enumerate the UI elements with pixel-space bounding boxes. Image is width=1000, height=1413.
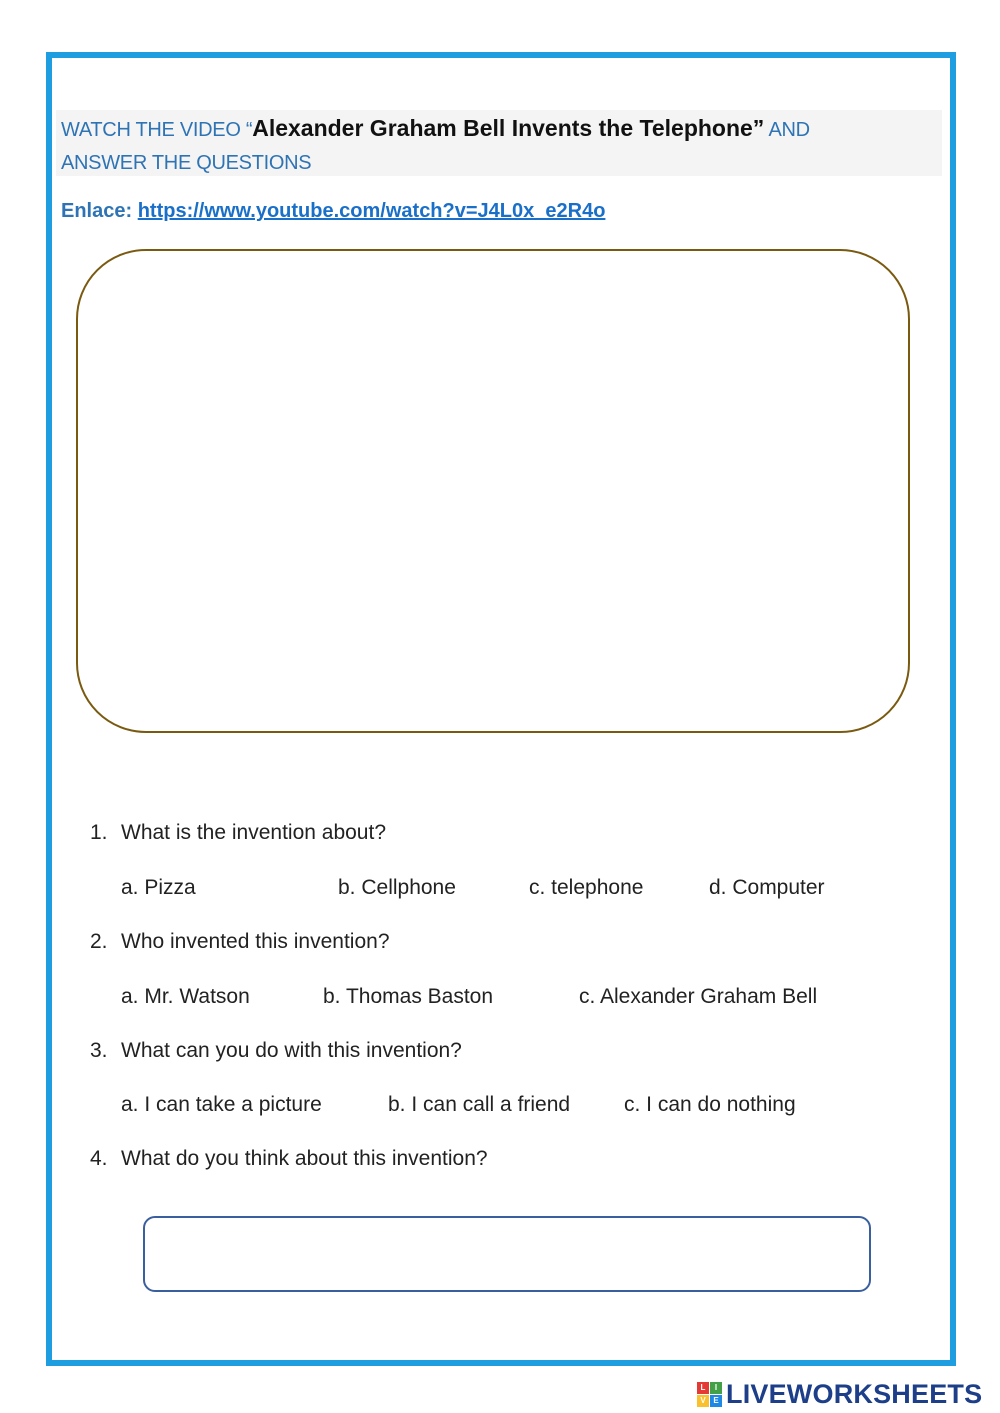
instruction-text (61, 112, 931, 179)
instruction-prefix: WATCH THE VIDEO “ (61, 119, 253, 141)
link-row (61, 200, 605, 223)
video-embed-area[interactable] (76, 249, 910, 733)
question-text: What is the invention about? (121, 821, 387, 844)
question-text: What do you think about this invention? (121, 1147, 488, 1170)
option-3a[interactable]: a. I can take a picture (121, 1093, 322, 1116)
link-label: Enlace: (61, 200, 138, 222)
question-4 (90, 1147, 488, 1171)
question-text: Who invented this invention? (121, 930, 390, 953)
question-1 (90, 821, 386, 845)
question-text: What can you do with this invention? (121, 1039, 462, 1062)
option-1a[interactable]: a. Pizza (121, 876, 196, 899)
option-3c[interactable]: c. I can do nothing (624, 1093, 796, 1116)
option-1d[interactable]: d. Computer (709, 876, 825, 899)
question-number: 4. (90, 1147, 108, 1170)
answer-input[interactable] (143, 1216, 871, 1292)
question-number: 1. (90, 821, 108, 844)
option-1b[interactable]: b. Cellphone (338, 876, 456, 899)
instruction-line2: ANSWER THE QUESTIONS (61, 152, 312, 174)
video-title: Alexander Graham Bell Invents the Telephone” (252, 115, 765, 141)
logo-mark-icon: L I V E (697, 1382, 722, 1407)
logo-text: LIVEWORKSHEETS (726, 1378, 983, 1409)
option-3b[interactable]: b. I can call a friend (388, 1093, 571, 1116)
question-number: 2. (90, 930, 108, 953)
question-number: 3. (90, 1039, 108, 1062)
video-link[interactable]: https://www.youtube.com/watch?v=J4L0x_e2R4o (137, 200, 606, 222)
instruction-suffix: AND (764, 119, 810, 141)
option-2a[interactable]: a. Mr. Watson (121, 985, 250, 1008)
option-2b[interactable]: b. Thomas Baston (323, 985, 494, 1008)
question-2 (90, 930, 390, 954)
question-3 (90, 1039, 462, 1063)
option-1c[interactable]: c. telephone (529, 876, 644, 899)
option-2c[interactable]: c. Alexander Graham Bell (579, 985, 818, 1008)
liveworksheets-logo (697, 1378, 982, 1410)
